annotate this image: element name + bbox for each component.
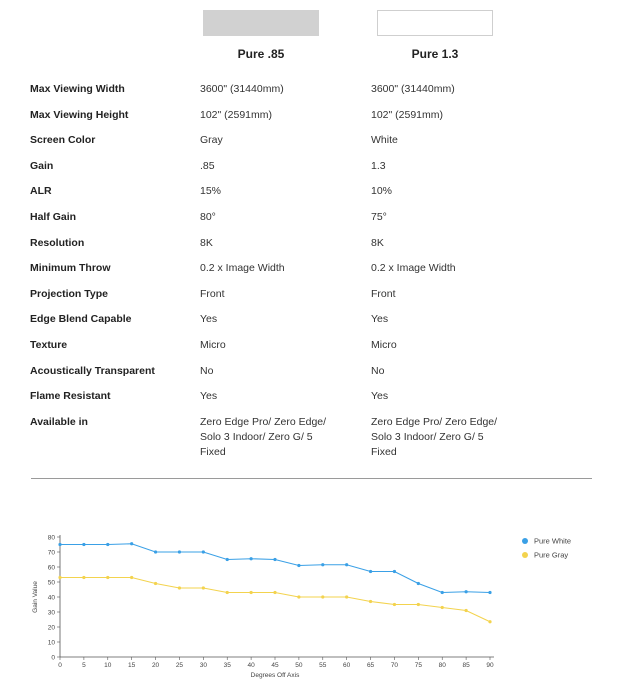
spec-value-pure-85: Yes xyxy=(200,390,218,403)
legend-marker xyxy=(522,552,528,558)
spec-value-pure-13: 0.2 x Image Width xyxy=(371,262,456,275)
data-point xyxy=(465,609,468,612)
spec-row xyxy=(26,336,521,362)
x-axis-label: Degrees Off Axis xyxy=(250,672,300,679)
data-point xyxy=(58,576,61,579)
spec-row xyxy=(26,387,521,413)
data-point xyxy=(441,606,444,609)
spec-value-pure-13: White xyxy=(371,134,398,147)
spec-label: Max Viewing Width xyxy=(30,83,125,95)
spec-value-pure-85: Zero Edge Pro/ Zero Edge/ Solo 3 Indoor/ Zero G/ 5 Fixed xyxy=(200,415,327,458)
spec-value-pure-13: Front xyxy=(371,287,396,300)
data-point xyxy=(130,542,133,545)
spec-label: ALR xyxy=(30,185,52,198)
data-point xyxy=(58,543,61,546)
spec-value-pure-85: 80° xyxy=(200,210,216,223)
spec-value-pure-85: Yes xyxy=(200,313,218,326)
y-tick-label: 60 xyxy=(47,564,55,572)
x-tick-label: 20 xyxy=(151,662,160,669)
data-point xyxy=(488,591,491,594)
section-divider xyxy=(31,478,592,479)
x-tick-label: 55 xyxy=(319,662,327,669)
spec-row xyxy=(26,285,521,311)
y-tick-label: 40 xyxy=(47,594,55,602)
spec-value-pure-85: .85 xyxy=(200,159,215,172)
legend-label: Pure White xyxy=(534,536,572,546)
y-tick-label: 80 xyxy=(47,534,55,542)
spec-value-pure-13: 1.3 xyxy=(371,159,386,172)
data-point xyxy=(106,543,109,546)
spec-label: Acoustically Transparent xyxy=(30,364,155,377)
spec-label: Available in xyxy=(30,415,88,428)
spec-value-pure-13: Yes xyxy=(371,313,389,326)
spec-label: Resolution xyxy=(30,236,85,249)
spec-row xyxy=(26,234,521,260)
x-tick-label: 10 xyxy=(104,662,112,669)
x-tick-label: 70 xyxy=(390,662,399,669)
data-point xyxy=(130,576,133,579)
spec-row xyxy=(26,182,521,208)
x-tick-label: 75 xyxy=(414,662,422,669)
product-name-pure-13: Pure 1.3 xyxy=(411,47,459,61)
data-point xyxy=(82,543,85,546)
pure-13-swatch xyxy=(377,10,493,36)
data-point xyxy=(202,586,205,589)
data-point xyxy=(321,563,324,566)
y-tick-label: 20 xyxy=(47,624,55,632)
data-point xyxy=(465,590,468,593)
spec-value-pure-85: Front xyxy=(200,287,225,300)
series-line-pure-white xyxy=(60,544,490,593)
legend-marker xyxy=(522,538,528,544)
legend-label: Pure Gray xyxy=(534,550,569,560)
spec-label: Half Gain xyxy=(30,210,77,223)
data-point xyxy=(250,557,253,560)
y-tick-label: 70 xyxy=(47,549,55,557)
x-tick-label: 65 xyxy=(366,662,375,669)
spec-row xyxy=(26,157,521,183)
spec-table xyxy=(26,80,521,460)
spec-label: Projection Type xyxy=(30,287,108,300)
spec-value-pure-85: 102" (2591mm) xyxy=(200,108,273,121)
x-tick-label: 40 xyxy=(247,662,255,669)
x-tick-label: 0 xyxy=(58,662,62,669)
spec-value-pure-13: 75° xyxy=(371,210,387,223)
y-tick-label: 50 xyxy=(47,579,55,587)
spec-row xyxy=(26,131,521,157)
y-tick-label: 0 xyxy=(51,654,55,662)
spec-label: Gain xyxy=(30,159,54,172)
data-point xyxy=(154,582,157,585)
spec-value-pure-85: Micro xyxy=(200,338,226,351)
x-tick-label: 25 xyxy=(175,662,184,669)
spec-value-pure-85: 3600" (31440mm) xyxy=(200,83,284,95)
data-point xyxy=(393,570,396,573)
data-point xyxy=(82,576,85,579)
data-point xyxy=(154,550,157,553)
spec-value-pure-13: 3600" (31440mm) xyxy=(371,83,455,95)
x-tick-label: 35 xyxy=(223,662,231,669)
data-point xyxy=(297,595,300,598)
x-tick-label: 85 xyxy=(462,662,470,669)
spec-value-pure-13: 10% xyxy=(371,185,393,198)
spec-value-pure-13: 102" (2591mm) xyxy=(371,108,444,121)
data-point xyxy=(393,603,396,606)
spec-row xyxy=(26,208,521,234)
y-tick-label: 10 xyxy=(47,639,55,647)
x-tick-label: 45 xyxy=(271,662,279,669)
spec-label: Edge Blend Capable xyxy=(30,313,132,326)
spec-label: Flame Resistant xyxy=(30,390,111,403)
data-point xyxy=(345,595,348,598)
y-tick-label: 30 xyxy=(47,609,55,617)
data-point xyxy=(441,591,444,594)
spec-row xyxy=(26,80,521,106)
data-point xyxy=(321,595,324,598)
spec-value-pure-85: No xyxy=(200,364,214,377)
spec-row xyxy=(26,362,521,388)
x-tick-label: 80 xyxy=(438,662,446,669)
spec-value-pure-13: Micro xyxy=(371,338,397,351)
spec-value-pure-13: Yes xyxy=(371,390,389,403)
data-point xyxy=(250,591,253,594)
spec-value-pure-85: 0.2 x Image Width xyxy=(200,262,285,275)
data-point xyxy=(178,550,181,553)
data-point xyxy=(202,550,205,553)
y-axis-label: Gain Value xyxy=(32,581,39,613)
data-point xyxy=(178,586,181,589)
x-tick-label: 30 xyxy=(199,662,207,669)
x-tick-label: 90 xyxy=(486,662,494,669)
spec-row xyxy=(26,310,521,336)
data-point xyxy=(106,576,109,579)
data-point xyxy=(345,563,348,566)
data-point xyxy=(273,591,276,594)
data-point xyxy=(226,558,229,561)
spec-label: Minimum Throw xyxy=(30,262,111,275)
data-point xyxy=(297,564,300,567)
spec-value-pure-85: Gray xyxy=(200,134,223,147)
spec-label: Texture xyxy=(30,338,68,351)
spec-value-pure-85: 15% xyxy=(200,185,222,198)
x-tick-label: 15 xyxy=(128,662,136,669)
spec-value-pure-13: Zero Edge Pro/ Zero Edge/ Solo 3 Indoor/ Zero G/ 5 Fixed xyxy=(371,415,498,458)
data-point xyxy=(226,591,229,594)
data-point xyxy=(488,620,491,623)
x-tick-label: 60 xyxy=(343,662,351,669)
data-point xyxy=(417,603,420,606)
data-point xyxy=(369,600,372,603)
spec-value-pure-13: No xyxy=(371,364,385,377)
product-name-pure-85: Pure .85 xyxy=(237,47,285,61)
spec-value-pure-13: 8K xyxy=(371,236,384,249)
data-point xyxy=(273,558,276,561)
data-point xyxy=(369,570,372,573)
spec-row xyxy=(26,413,521,460)
spec-value-pure-85: 8K xyxy=(200,236,213,249)
gain-chart xyxy=(0,525,621,687)
x-tick-label: 5 xyxy=(82,662,86,669)
spec-row xyxy=(26,106,521,132)
data-point xyxy=(417,582,420,585)
spec-label: Screen Color xyxy=(30,134,96,147)
series-line-pure-gray xyxy=(60,578,490,622)
pure-85-swatch xyxy=(203,10,319,36)
x-tick-label: 50 xyxy=(295,662,303,669)
spec-label: Max Viewing Height xyxy=(30,108,129,121)
spec-row xyxy=(26,259,521,285)
